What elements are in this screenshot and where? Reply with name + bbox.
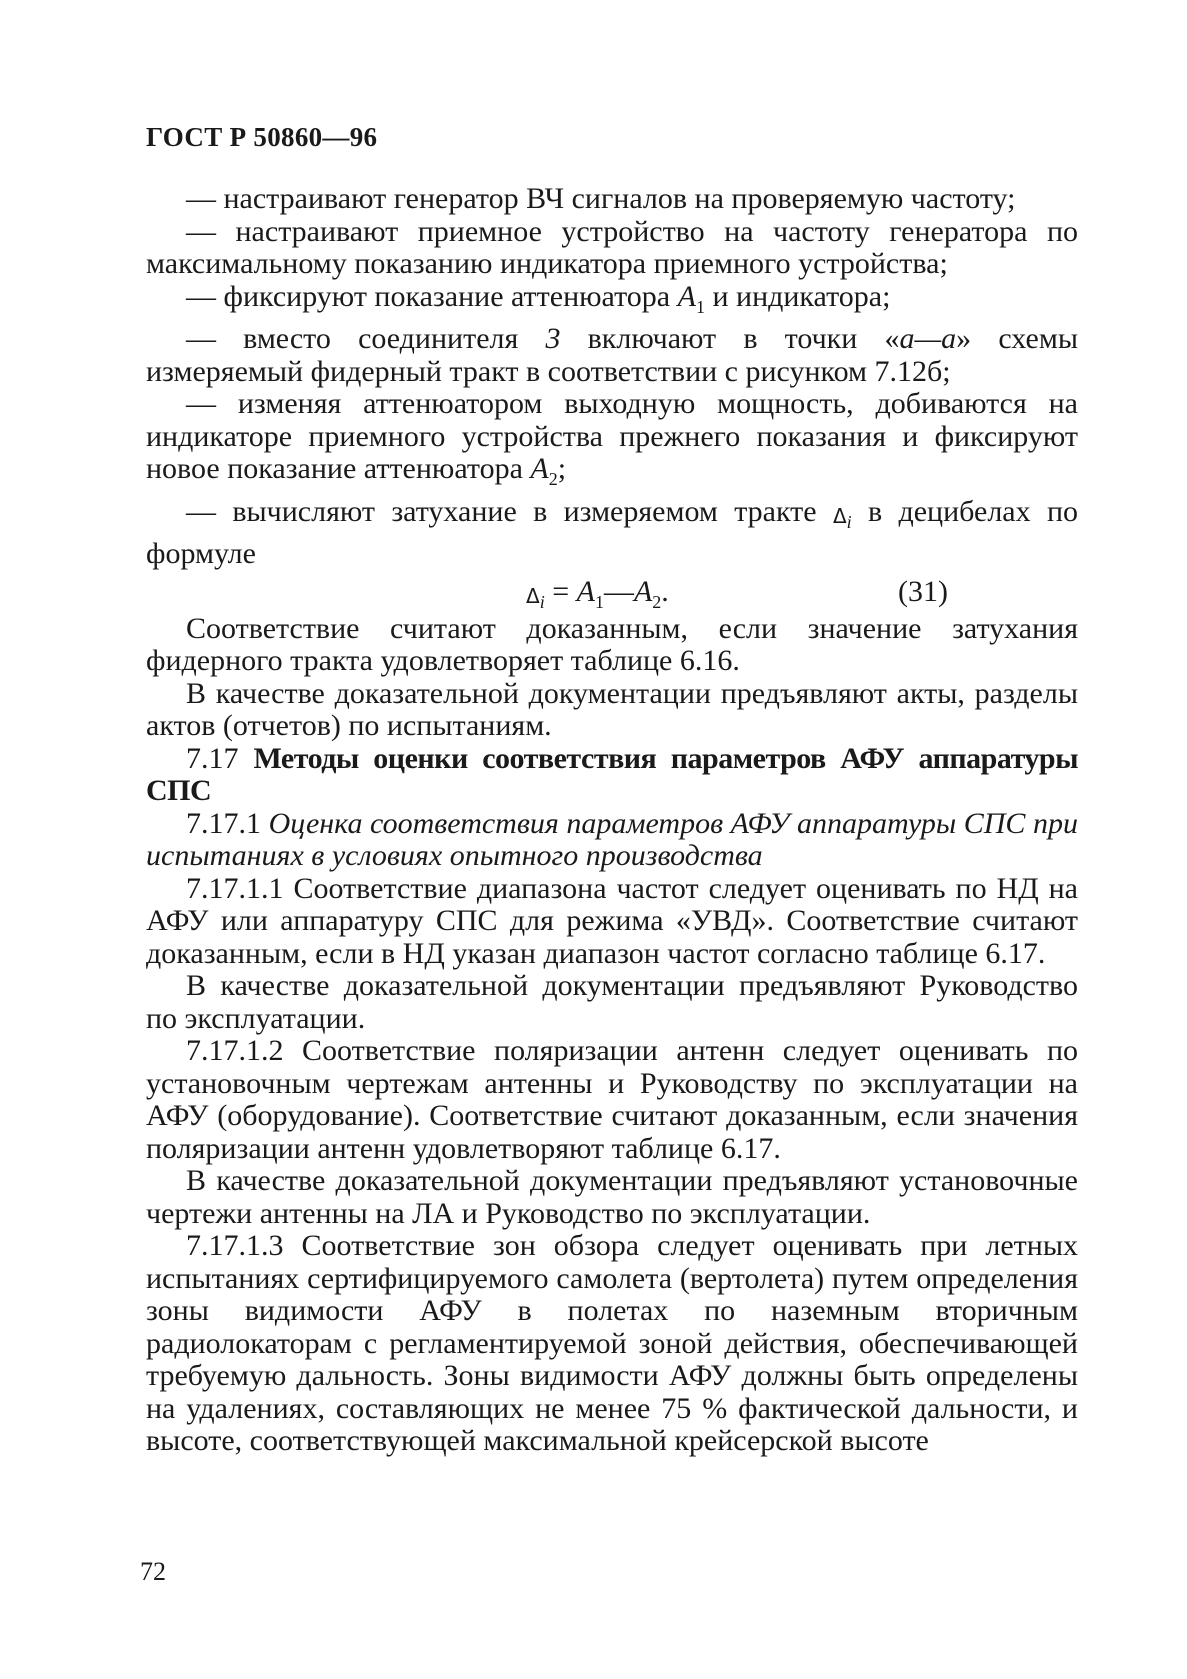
- section-heading: [146, 743, 1078, 808]
- list-item: [146, 281, 1078, 324]
- paragraph: Соответствие считают доказанным, если значение затухания фидерного тракта удовлетворяет таблице 6.16.: [146, 611, 1078, 677]
- paragraph: В качестве доказательной документации предъявляют акты, разделы актов (отчетов) по испытаниям.: [146, 676, 1078, 742]
- text-fragment: в децибелах по формуле: [146, 494, 1078, 570]
- list-item: — настраивают генератор ВЧ сигналов на проверяемую частоту;: [186, 182, 1016, 215]
- paragraph: 7.17.1.2 Соответствие поляризации антенн следует оценивать по установочным чертежам антенны и Руководству по эксплуатации на АФУ (оборудование). Соответствие считают доказанным, если значения поляризации антенн удовлетворяют таблице 6.17.: [146, 1034, 1078, 1165]
- subscript: 2: [548, 469, 558, 489]
- period: .: [661, 574, 669, 608]
- paragraph: 7.17.1.3 Соответствие зон обзора следует оценивать при летных испытаниях сертифицируемого самолета (вертолета) путем определения зоны видимости АФУ в полетах по наземным вторичным радиолокаторам с регламентируемой зоной действия, обеспечивающей требуемую дальность. Зоны видимости АФУ должны быть определены на удалениях, составляющих не менее 75 % фактической дальности, и высоте, соответствующей максимальной крейсерской высоте: [146, 1229, 1078, 1457]
- text-fragment: — вместо соединителя: [186, 322, 546, 355]
- subsection-heading: [146, 808, 1078, 873]
- formula-expression: [526, 571, 669, 623]
- text-fragment: — фиксируют показание аттенюатора: [186, 279, 678, 313]
- page-number: 72: [140, 1557, 166, 1586]
- subscript-var: i: [539, 591, 545, 612]
- text-fragment: и индикатора;: [704, 279, 891, 313]
- paragraph: В качестве доказательной документации предъявляют установочные чертежи антенны на ЛА и Руководство по эксплуатации.: [146, 1164, 1078, 1230]
- variable: A: [576, 574, 595, 608]
- connector-number: 3: [545, 322, 561, 355]
- list-item: — настраивают приемное устройство на частоту генератора по максимальному показанию индикатора приемного устройства;: [146, 214, 1078, 280]
- subsection-title: Оценка соответствия параметров АФУ аппаратуры СПС при испытаниях в условиях опытного производства: [146, 806, 1079, 872]
- minus-sign: —: [603, 574, 634, 608]
- points-label: а—а: [899, 322, 957, 355]
- delta-symbol: Δ: [526, 583, 540, 608]
- equals-sign: =: [544, 574, 577, 608]
- list-item: [146, 496, 1078, 571]
- variable: A: [530, 452, 549, 485]
- page-content: [146, 183, 1078, 1458]
- text-fragment: » схемы измеряемый фидерный тракт в соответствии с рисунком 7.12б;: [146, 322, 1078, 388]
- list-item: [146, 388, 1078, 496]
- subsection-number: 7.17.1: [186, 806, 269, 840]
- paragraph: В качестве доказательной документации предъявляют Руководство по эксплуатации.: [146, 969, 1078, 1035]
- formula-number: (31): [898, 574, 948, 608]
- subscript: 2: [652, 591, 662, 612]
- paragraph: 7.17.1.1 Соответствие диапазона частот следует оценивать по НД на АФУ или аппаратуру СПС для режима «УВД». Соответствие считают доказанным, если в НД указан диапазон частот согласно таблице 6.17.: [146, 871, 1078, 970]
- subscript: 1: [695, 296, 705, 317]
- delta-symbol: Δ: [832, 503, 847, 528]
- document-header: ГОСТ Р 50860—96: [146, 122, 378, 152]
- text-fragment: ;: [557, 452, 567, 485]
- text-fragment: — изменяя аттенюатором выходную мощность, добиваются на индикаторе приемного устройства прежнего показания и фиксируют новое показание аттенюатора: [146, 387, 1078, 485]
- section-title: Методы оценки соответствия параметров АФУ аппаратуры СПС: [146, 741, 1079, 807]
- variable: A: [633, 574, 653, 608]
- text-fragment: включают в точки «: [560, 322, 900, 355]
- section-number: 7.17: [186, 741, 254, 775]
- subscript-var: i: [846, 511, 852, 532]
- list-item: [146, 323, 1078, 388]
- variable: A: [677, 279, 696, 313]
- text-fragment: — вычисляют затухание в измеряемом тракте: [186, 494, 833, 528]
- formula-31: [146, 571, 1078, 613]
- subscript: 1: [594, 591, 604, 612]
